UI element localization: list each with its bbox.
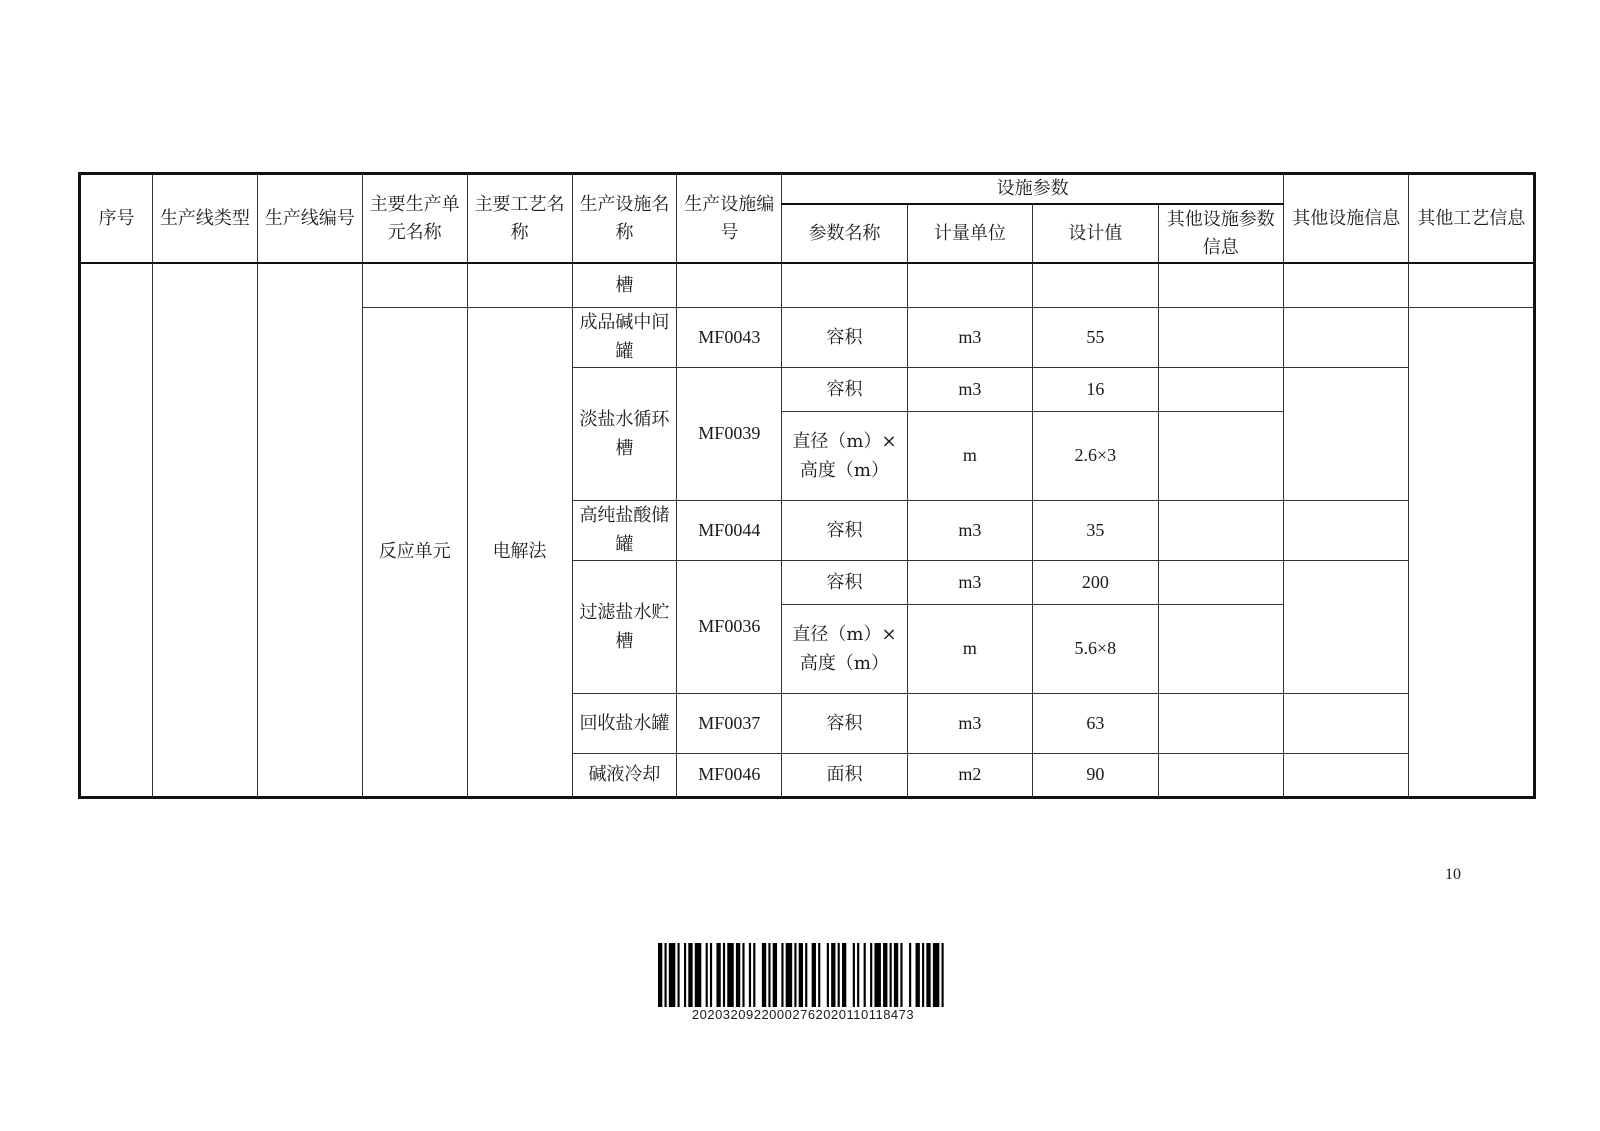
- cell-facility-name: 淡盐水循环槽: [572, 367, 677, 500]
- cell-unit-name: [362, 263, 467, 307]
- cell-design-value: 35: [1033, 500, 1158, 560]
- cell-other-facility-info: [1284, 263, 1409, 307]
- header-other-facility-info: 其他设施信息: [1284, 174, 1409, 264]
- barcode-image: [658, 943, 948, 1007]
- cell-facility-name: 碱液冷却: [572, 753, 677, 797]
- barcode-number: 20203209220002762020110118473: [691, 1007, 915, 1022]
- cell-other-facility-info: [1284, 500, 1409, 560]
- cell-other-facility-info: [1284, 367, 1409, 500]
- cell-other-param-info: [1158, 367, 1283, 411]
- header-design-value: 设计值: [1033, 204, 1158, 263]
- cell-param-name: 面积: [782, 753, 907, 797]
- cell-design-value: 5.6×8: [1033, 604, 1158, 693]
- cell-unit: m2: [907, 753, 1032, 797]
- cell-other-param-info: [1158, 693, 1283, 753]
- header-process-name: 主要工艺名称: [467, 174, 572, 264]
- cell-param-name: 直径（m）×高度（m）: [782, 604, 907, 693]
- cell-param-name: [782, 263, 907, 307]
- cell-other-param-info: [1158, 560, 1283, 604]
- cell-facility-name: 回收盐水罐: [572, 693, 677, 753]
- cell-facility-no: MF0043: [677, 307, 782, 367]
- cell-unit: m: [907, 604, 1032, 693]
- cell-param-name: 容积: [782, 560, 907, 604]
- facility-parameter-table: [78, 172, 1536, 799]
- header-seq: 序号: [80, 174, 153, 264]
- cell-facility-name: 槽: [572, 263, 677, 307]
- cell-unit: m3: [907, 560, 1032, 604]
- cell-unit: m3: [907, 693, 1032, 753]
- cell-design-value: 63: [1033, 693, 1158, 753]
- cell-param-name: 容积: [782, 500, 907, 560]
- cell-facility-name: 高纯盐酸储罐: [572, 500, 677, 560]
- cell-other-param-info: [1158, 500, 1283, 560]
- cell-other-process-info: [1409, 307, 1535, 797]
- cell-other-facility-info: [1284, 693, 1409, 753]
- header-facility-name: 生产设施名称: [572, 174, 677, 264]
- cell-unit: [907, 263, 1032, 307]
- cell-process-name: 电解法: [467, 307, 572, 797]
- cell-design-value: 16: [1033, 367, 1158, 411]
- cell-line-no: [257, 263, 362, 797]
- header-line-type: 生产线类型: [153, 174, 258, 264]
- cell-other-facility-info: [1284, 307, 1409, 367]
- cell-param-name: 容积: [782, 307, 907, 367]
- cell-seq: [80, 263, 153, 797]
- header-param-name: 参数名称: [782, 204, 907, 263]
- cell-param-name: 直径（m）×高度（m）: [782, 411, 907, 500]
- cell-facility-name: 成品碱中间罐: [572, 307, 677, 367]
- cell-param-name: 容积: [782, 693, 907, 753]
- header-facility-no: 生产设施编号: [677, 174, 782, 264]
- cell-unit-name: 反应单元: [362, 307, 467, 797]
- header-unit: 计量单位: [907, 204, 1032, 263]
- cell-line-type: [153, 263, 258, 797]
- cell-facility-no: MF0044: [677, 500, 782, 560]
- cell-facility-no: MF0046: [677, 753, 782, 797]
- cell-other-facility-info: [1284, 560, 1409, 693]
- cell-unit: m3: [907, 367, 1032, 411]
- cell-facility-no: MF0037: [677, 693, 782, 753]
- cell-other-param-info: [1158, 307, 1283, 367]
- cell-other-param-info: [1158, 263, 1283, 307]
- page-number: 10: [1445, 866, 1461, 883]
- cell-unit: m3: [907, 500, 1032, 560]
- cell-design-value: 55: [1033, 307, 1158, 367]
- cell-design-value: 90: [1033, 753, 1158, 797]
- cell-process-name: [467, 263, 572, 307]
- cell-design-value: 200: [1033, 560, 1158, 604]
- cell-other-param-info: [1158, 753, 1283, 797]
- header-unit-name: 主要生产单元名称: [362, 174, 467, 264]
- cell-facility-no: [677, 263, 782, 307]
- header-params-group: 设施参数: [782, 174, 1284, 205]
- cell-facility-name: 过滤盐水贮槽: [572, 560, 677, 693]
- header-line-no: 生产线编号: [257, 174, 362, 264]
- cell-unit: m: [907, 411, 1032, 500]
- header-other-process-info: 其他工艺信息: [1409, 174, 1535, 264]
- cell-other-process-info: [1409, 263, 1535, 307]
- cell-unit: m3: [907, 307, 1032, 367]
- cell-facility-no: MF0039: [677, 367, 782, 500]
- cell-other-param-info: [1158, 604, 1283, 693]
- cell-param-name: 容积: [782, 367, 907, 411]
- cell-design-value: [1033, 263, 1158, 307]
- header-other-param-info: 其他设施参数信息: [1158, 204, 1283, 263]
- table-row: [80, 263, 1535, 307]
- cell-other-facility-info: [1284, 753, 1409, 797]
- cell-facility-no: MF0036: [677, 560, 782, 693]
- cell-other-param-info: [1158, 411, 1283, 500]
- cell-design-value: 2.6×3: [1033, 411, 1158, 500]
